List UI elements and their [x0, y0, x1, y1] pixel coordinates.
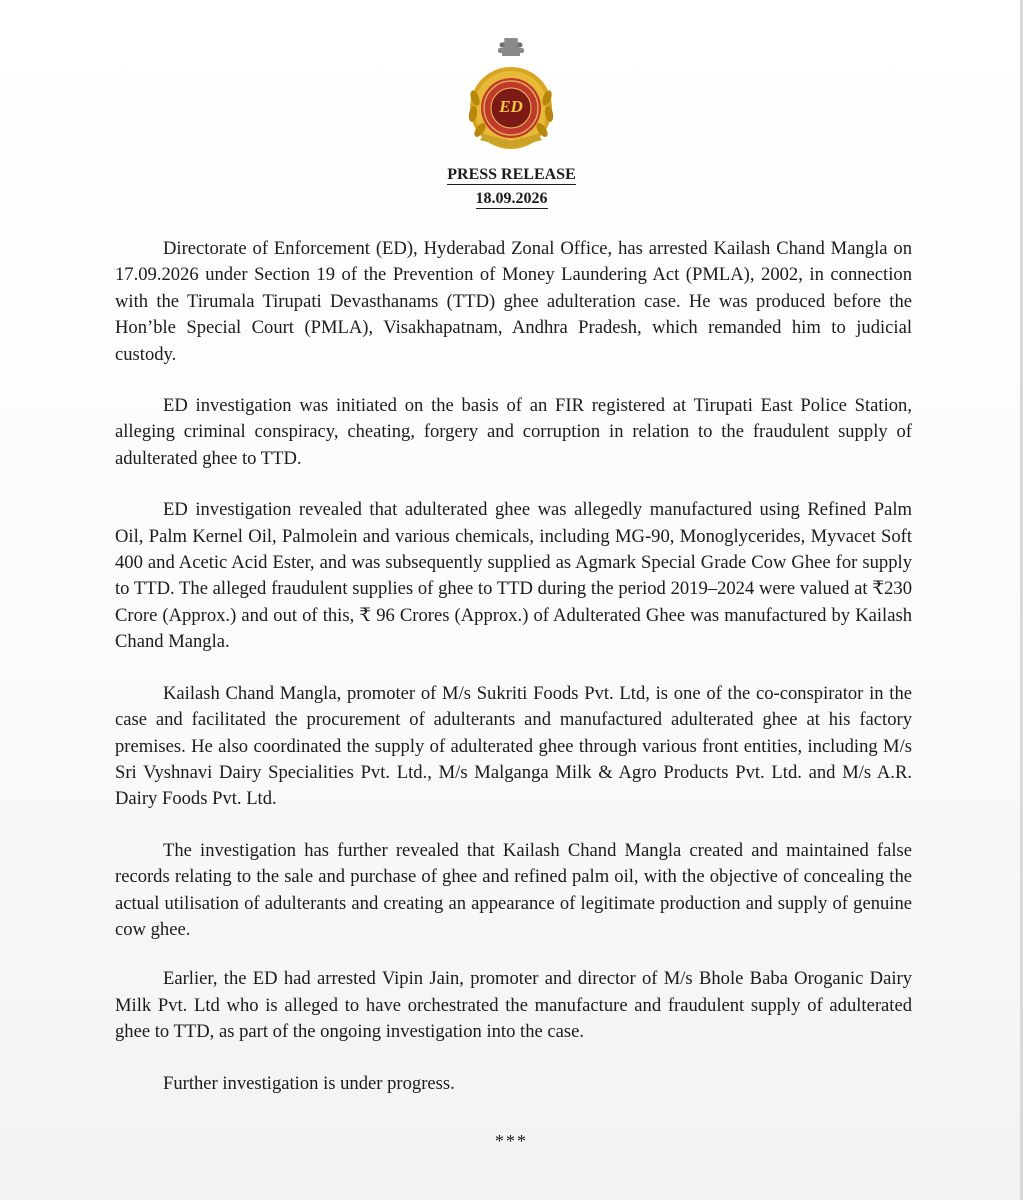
paragraph-adulteration: ED investigation revealed that adulterated ghee was allegedly manufactured using Refined Palm Oil, Palm Kernel Oil, Palmolein and various chemicals, including MG-90, Monoglycerides, Myvacet Soft 400 and Acetic Acid Ester, and was subsequently supplied as Agmark Special Grade Cow Ghee for supply to TTD. The alleged fraudulent supplies of ghee to TTD during the period 2019–2024 were valued at ₹230 Crore (Approx.) and out of this, ₹ 96 Crores (Approx.) of Adulterated Ghee was manufactured by Kailash Chand Mangla. — [115, 499, 912, 653]
paragraph-fir: ED investigation was initiated on the basis of an FIR registered at Tirupati East Police Station, alleging criminal conspiracy, cheating, forgery and corruption in relation to the fraudulent supply of adulterated ghee to TTD. — [115, 395, 912, 469]
press-release-title: PRESS RELEASE — [447, 166, 576, 183]
end-mark: *** — [495, 1131, 528, 1151]
press-release-date: 18.09.2026 — [475, 190, 548, 207]
press-release-body — [115, 236, 912, 1122]
paragraph-earlier-arrest: Earlier, the ED had arrested Vipin Jain, promoter and director of M/s Bhole Baba Oroganic Dairy Milk Pvt. Ltd who is alleged to have orchestrated the manufacture and fraudulent supply of adulterated ghee to TTD, as part of the ongoing investigation into the case. — [115, 968, 912, 1043]
ed-emblem-icon — [466, 36, 556, 154]
emblem-ed-letters: ED — [499, 97, 523, 116]
paragraph-arrest: Directorate of Enforcement (ED), Hyderabad Zonal Office, has arrested Kailash Chand Mangla on 17.09.2026 under Section 19 of the Prevention of Money Laundering Act (PMLA), 2002, in connection with the Tirumala Tirupati Devasthanams (TTD) ghee adulteration case. He was produced before the Hon’ble Special Court (PMLA), Visakhapatnam, Andhra Pradesh, which remanded him to judicial custody. — [115, 238, 912, 365]
press-release-header — [0, 164, 1023, 212]
paragraph-further-investigation: Further investigation is under progress. — [163, 1072, 455, 1094]
paragraph-false-records: The investigation has further revealed that Kailash Chand Mangla created and maintained false records relating to the sale and purchase of ghee and refined palm oil, with the objective of concealing the actual utilisation of adulterants and creating an appearance of legitimate production and supply of genuine cow ghee. — [115, 839, 912, 940]
paragraph-co-conspirator: Kailash Chand Mangla, promoter of M/s Sukriti Foods Pvt. Ltd, is one of the co-conspirator in the case and facilitated the procurement of adulterants and manufactured adulterated ghee at his factory premises. He also coordinated the supply of adulterated ghee through various front entities, including M/s Sri Vyshnavi Dairy Specialities Pvt. Ltd., M/s Malganga Milk & Agro Products Pvt. Ltd. and M/s A.R. Dairy Foods Pvt. Ltd. — [115, 682, 912, 810]
